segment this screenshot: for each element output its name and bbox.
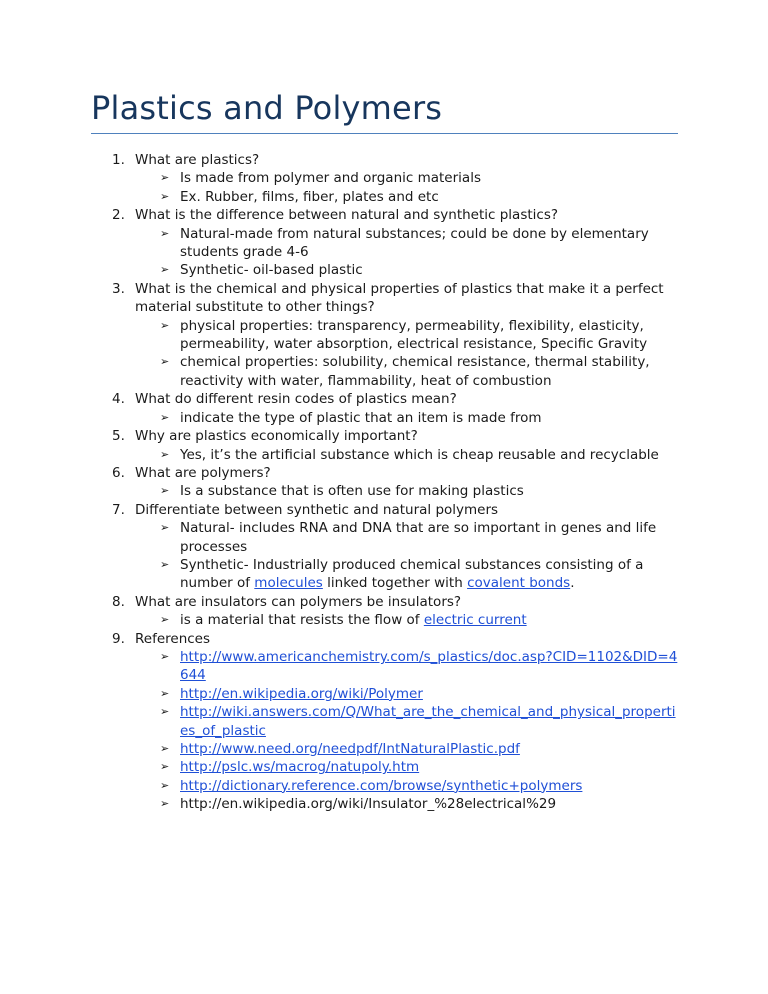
answer-text: Yes, it’s the artificial substance which is cheap reusable and recyclable: [180, 446, 659, 463]
answer-text: Natural-made from natural substances; could be done by elementary students grade 4-6: [180, 225, 649, 261]
arrow-bullet-icon: ➢: [160, 686, 170, 700]
covalent-bonds-link[interactable]: covalent bonds: [467, 575, 571, 592]
answer-bullet: [0, 261, 680, 279]
reference-link[interactable]: http://www.americanchemistry.com/s_plastics/doc.asp?CID=1102&DID=4644: [180, 648, 678, 684]
question-text: Differentiate between synthetic and natural polymers: [135, 501, 499, 518]
question-text: What is the difference between natural and synthetic plastics?: [135, 207, 559, 224]
answer-text: Is a substance that is often use for making plastics: [180, 483, 524, 500]
arrow-bullet-icon: ➢: [160, 521, 170, 535]
answer-text-part: linked together with: [322, 575, 468, 592]
answer-text: chemical properties: solubility, chemical resistance, thermal stability, reactivity with water, flammability, heat of combustion: [180, 354, 650, 389]
answer-bullet: [0, 317, 680, 354]
arrow-bullet-icon: ➢: [160, 760, 170, 774]
question-number: 6.: [112, 464, 125, 481]
arrow-bullet-icon: ➢: [160, 318, 170, 332]
reference-link[interactable]: http://en.wikipedia.org/wiki/Polymer: [180, 685, 423, 702]
answer-text: [180, 557, 643, 591]
reference-plain-text: http://en.wikipedia.org/wiki/Insulator_%28electrical%29: [180, 796, 557, 813]
answer-text: Ex. Rubber, films, fiber, plates and etc: [180, 188, 439, 205]
arrow-bullet-icon: ➢: [160, 263, 170, 277]
answer-text: indicate the type of plastic that an item is made from: [180, 409, 542, 426]
arrow-bullet-icon: ➢: [160, 742, 170, 755]
page-title: Plastics and Polymers: [91, 89, 443, 127]
arrow-bullet-icon: ➢: [160, 410, 170, 424]
question-text: What are insulators can polymers be insulators?: [135, 593, 462, 610]
reference-link[interactable]: http://www.need.org/needpdf/IntNaturalPlastic.pdf: [180, 741, 520, 757]
answer-text: Natural- includes RNA and DNA that are so important in genes and life processes: [180, 520, 657, 555]
question-number: 2.: [112, 207, 125, 224]
answer-text-part: Synthetic- Industrially produced chemical substances consisting of a number of: [180, 556, 644, 592]
answer-bullet: [0, 611, 680, 629]
molecules-link[interactable]: molecules: [254, 575, 323, 592]
reference-item: [0, 703, 680, 740]
reference-item: [0, 685, 680, 703]
answer-text: physical properties: transparency, permeability, flexibility, elasticity, permeability, water absorption, electrical resistance, Specific Gravity: [180, 317, 648, 353]
arrow-bullet-icon: ➢: [160, 355, 170, 369]
question-item: [0, 280, 680, 317]
arrow-bullet-icon: ➢: [160, 189, 170, 203]
question-text: What are plastics?: [135, 152, 260, 168]
arrow-bullet-icon: ➢: [160, 797, 170, 811]
reference-item: [0, 777, 680, 795]
answer-bullet: [0, 353, 680, 390]
arrow-bullet-icon: ➢: [160, 649, 170, 663]
answer-bullet: [0, 225, 680, 262]
question-number: 4.: [112, 391, 125, 408]
question-text: What is the chemical and physical properties of plastics that make it a perfect material substitute to other things?: [135, 280, 664, 316]
question-number: 5.: [112, 428, 125, 445]
question-text: What are polymers?: [135, 464, 271, 481]
reference-item: [0, 740, 680, 758]
question-item: [0, 427, 680, 445]
question-number: 1.: [112, 152, 125, 168]
reference-item: [0, 795, 680, 813]
question-item: [0, 593, 680, 611]
question-number: 9.: [112, 630, 125, 647]
question-item: [0, 464, 680, 482]
question-text: What do different resin codes of plastics mean?: [135, 391, 457, 408]
title-underline-rule: [91, 133, 678, 134]
answer-bullet: [0, 482, 680, 500]
reference-link[interactable]: http://dictionary.reference.com/browse/synthetic+polymers: [180, 777, 583, 794]
arrow-bullet-icon: ➢: [160, 171, 170, 185]
arrow-bullet-icon: ➢: [160, 557, 170, 571]
electric-current-link[interactable]: electric current: [423, 612, 527, 629]
question-item: [0, 390, 680, 408]
answer-text-part: is a material that resists the flow of: [180, 612, 424, 629]
arrow-bullet-icon: ➢: [160, 778, 170, 792]
question-text: References: [135, 630, 211, 647]
reference-item: [0, 648, 680, 685]
answer-text: Synthetic- oil-based plastic: [180, 262, 363, 279]
answer-bullet: [0, 188, 680, 206]
reference-item: [0, 758, 680, 776]
question-item: [0, 630, 680, 648]
answer-bullet: [0, 409, 680, 427]
question-number: 7.: [112, 501, 125, 518]
arrow-bullet-icon: ➢: [160, 447, 170, 461]
question-number: 3.: [112, 280, 125, 297]
answer-text-part: .: [570, 575, 575, 592]
arrow-bullet-icon: ➢: [160, 613, 170, 627]
answer-text: Is made from polymer and organic materials: [180, 170, 481, 187]
arrow-bullet-icon: ➢: [160, 705, 170, 719]
question-item: [0, 151, 680, 169]
arrow-bullet-icon: ➢: [160, 226, 170, 240]
question-item: [0, 206, 680, 224]
question-number: 8.: [112, 593, 125, 610]
answer-bullet: [0, 556, 680, 593]
reference-link[interactable]: http://wiki.answers.com/Q/What_are_the_chemical_and_physical_properties_of_plastic: [180, 704, 676, 739]
question-item: [0, 501, 680, 519]
reference-link[interactable]: http://pslc.ws/macrog/natupoly.htm: [180, 759, 420, 776]
answer-bullet: [0, 519, 680, 556]
question-text: Why are plastics economically important?: [135, 428, 418, 445]
answer-bullet: [0, 169, 680, 187]
answer-bullet: [0, 446, 680, 464]
arrow-bullet-icon: ➢: [160, 484, 170, 498]
question-list: [0, 151, 768, 814]
answer-text: [180, 612, 527, 628]
